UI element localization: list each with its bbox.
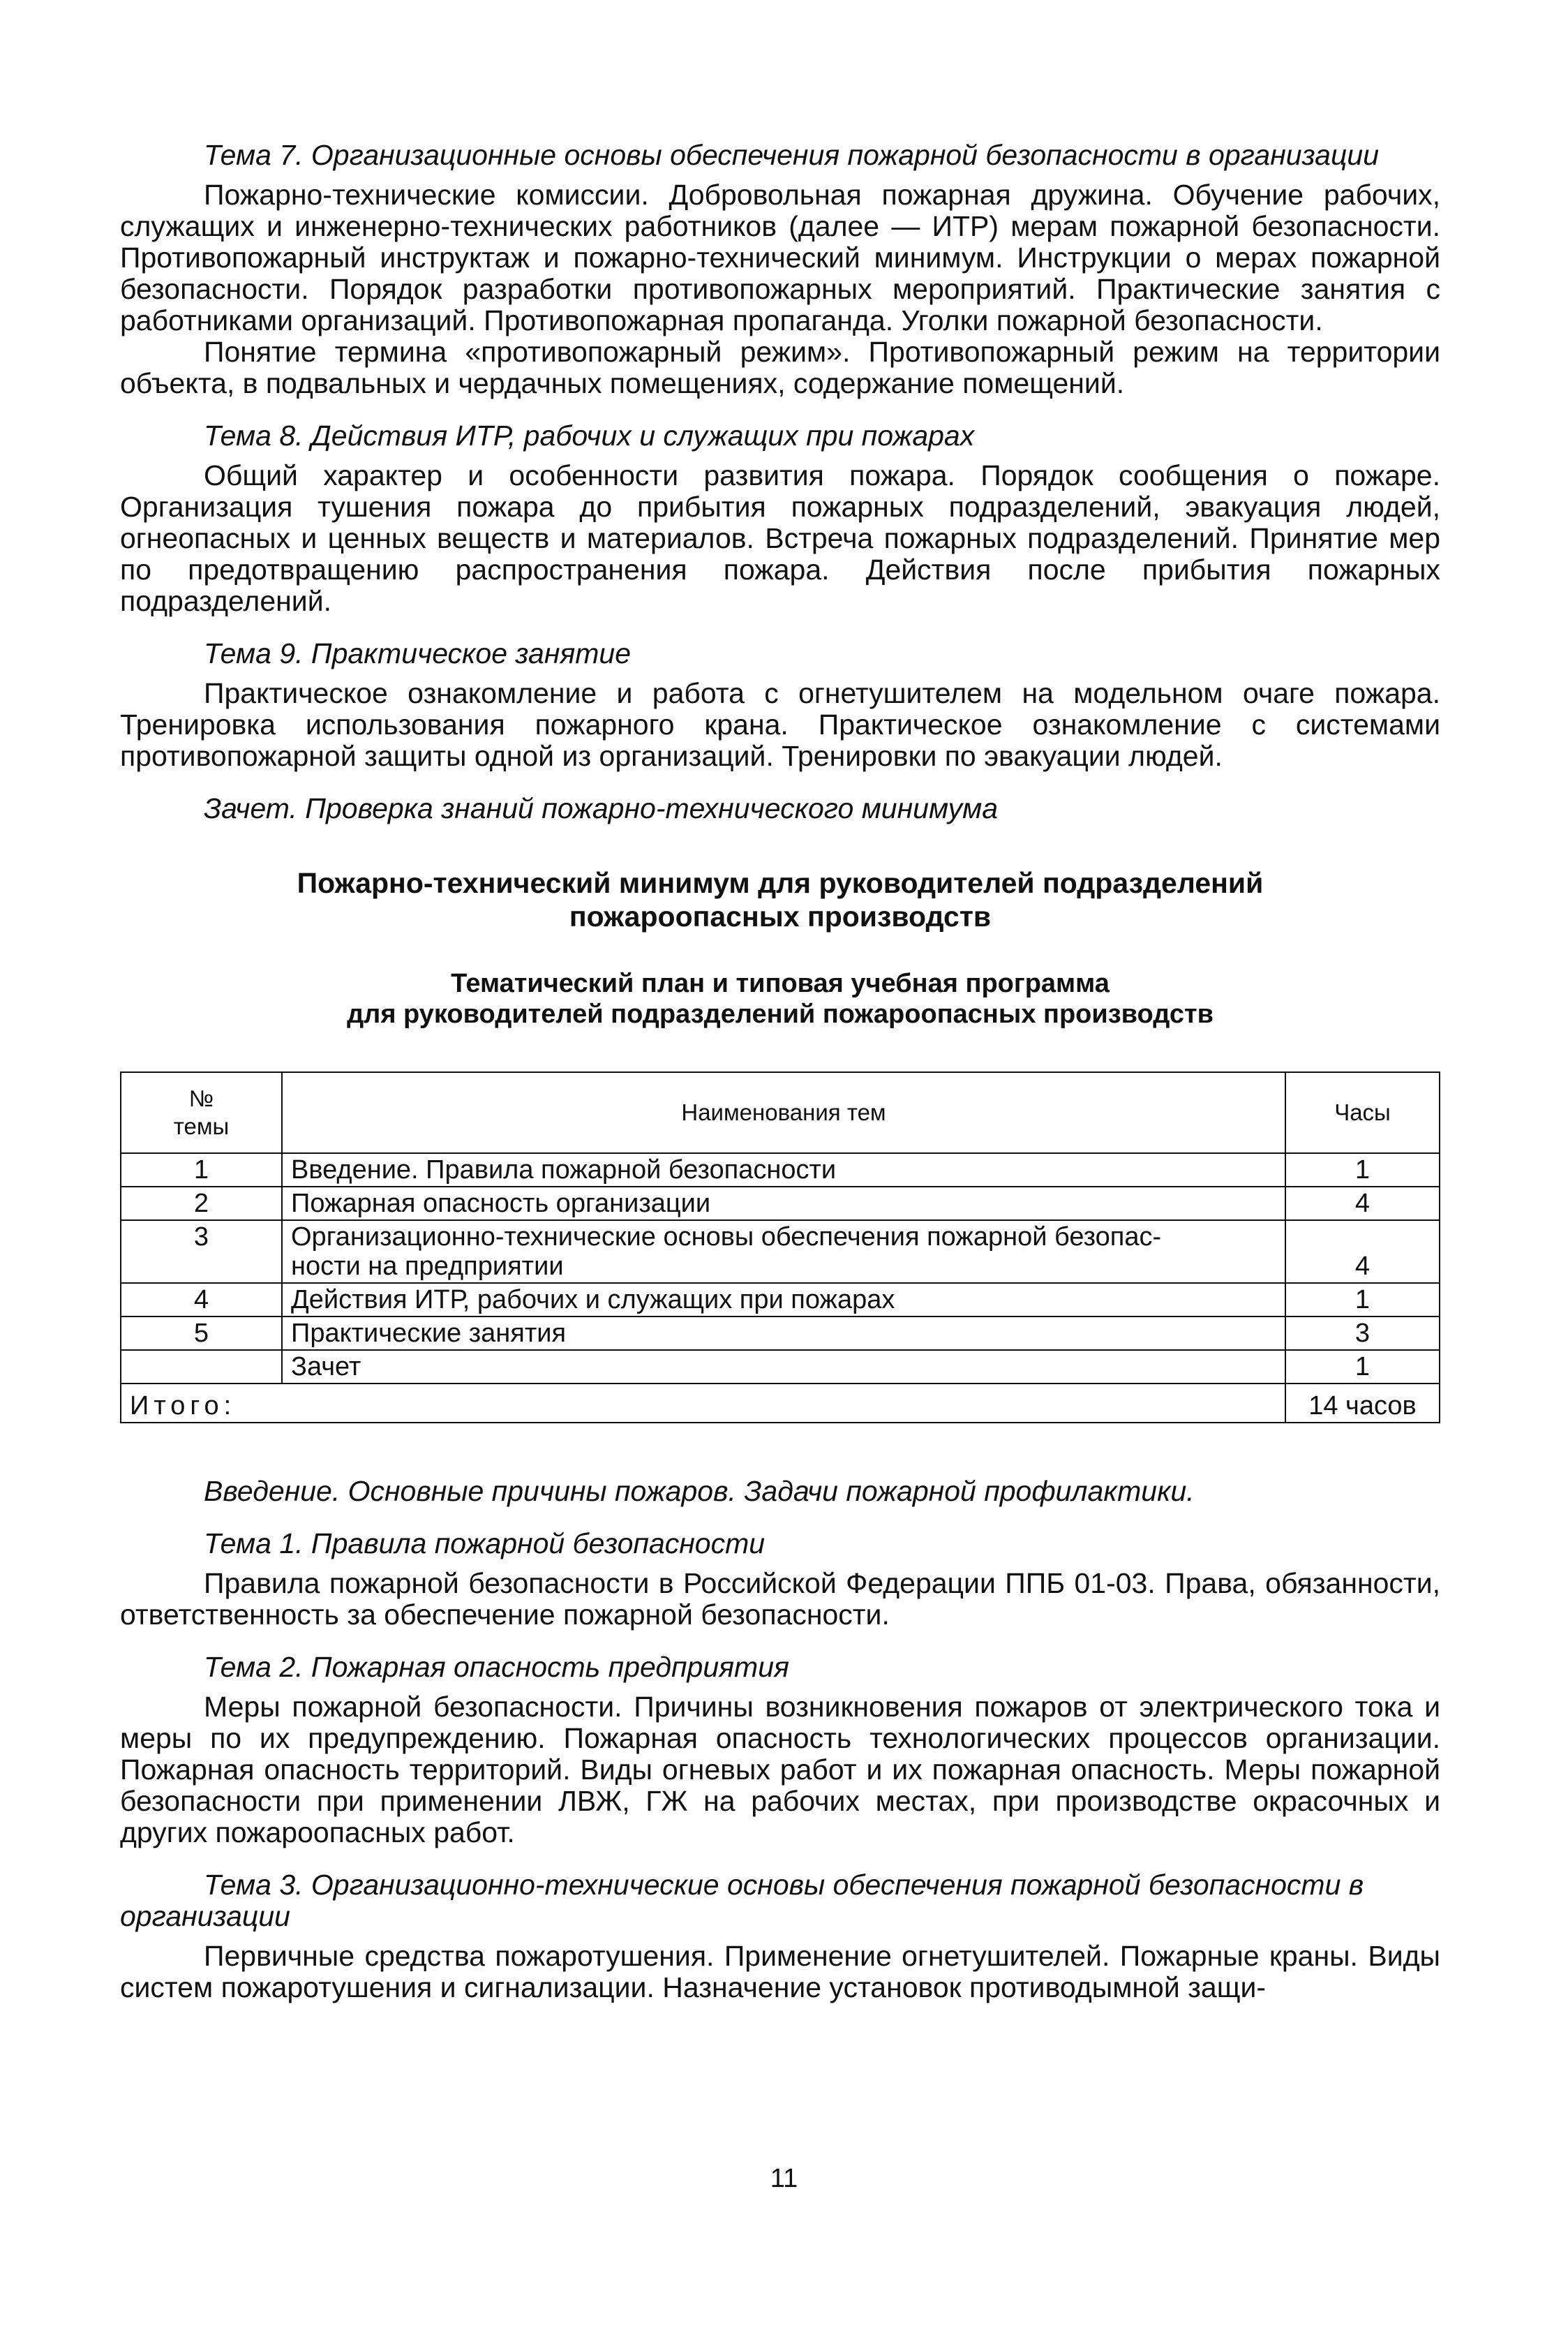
row-topic-name: Введение. Правила пожарной безопасности — [282, 1153, 1285, 1187]
table-row — [121, 1220, 1440, 1283]
row-number: 4 — [121, 1283, 282, 1317]
header-topic-number — [121, 1072, 282, 1153]
topic-8-paragraph: Общий характер и особенности развития пожара. Порядок сообщения о пожаре. Организация тушения пожара до прибытия пожарных подразделений, эвакуация людей, огнеопасных и ценных веществ и материалов. Встреча пожарных подразделений. Принятие мер по предотвращению распространения пожара. Действия после прибытия пожарных подразделений. — [120, 459, 1440, 617]
thematic-plan-table — [120, 1071, 1440, 1423]
topic-3-paragraph: Первичные средства пожаротушения. Применение огнетушителей. Пожарные краны. Виды систем пожаротушения и сигнализации. Назначение установок противодымной защи- — [120, 1940, 1440, 2003]
header-hours: Часы — [1285, 1072, 1440, 1153]
page-number: 11 — [770, 2164, 798, 2193]
topic-7-heading: Тема 7. Организационные основы обеспечения пожарной безопасности в организации — [204, 139, 1380, 171]
row-hours: 3 — [1285, 1317, 1440, 1350]
header-number-sign: № — [188, 1085, 214, 1111]
row-number: 1 — [121, 1153, 282, 1187]
table-header-row — [121, 1072, 1440, 1153]
row-topic-name-line-1: Организационно-технические основы обеспечения пожарной безопас- — [291, 1222, 1162, 1252]
row-topic-name: Действия ИТР, рабочих и служащих при пожарах — [282, 1283, 1285, 1317]
row-number: 2 — [121, 1187, 282, 1220]
header-topic-word: темы — [173, 1113, 230, 1139]
table-row — [121, 1153, 1440, 1187]
row-topic-name: Зачет — [282, 1350, 1285, 1384]
introduction-heading: Введение. Основные причины пожаров. Задачи пожарной профилактики. — [204, 1475, 1195, 1507]
table-title-line-1: Тематический план и типовая учебная программа — [451, 969, 1110, 998]
topic-1-paragraph: Правила пожарной безопасности в Российской Федерации ППБ 01-03. Права, обязанности, ответственность за обеспечение пожарной безопасности. — [120, 1567, 1440, 1631]
topic-7-paragraph-2: Понятие термина «противопожарный режим». Противопожарный режим на территории объекта, в подвальных и чердачных помещениях, содержание помещений. — [120, 336, 1440, 399]
table-title-line-2: для руководителей подразделений пожароопасных производств — [347, 1000, 1214, 1029]
section-title-line-1: Пожарно-технический минимум для руководителей подразделений — [297, 867, 1264, 899]
row-hours: 1 — [1285, 1350, 1440, 1384]
row-topic-name — [282, 1220, 1285, 1283]
topic-9-heading: Тема 9. Практическое занятие — [204, 637, 632, 669]
table-row — [121, 1317, 1440, 1350]
topic-8-heading: Тема 8. Действия ИТР, рабочих и служащих при пожарах — [204, 420, 975, 452]
row-hours: 4 — [1285, 1187, 1440, 1220]
total-label: Итого: — [121, 1384, 1285, 1423]
topic-1-heading: Тема 1. Правила пожарной безопасности — [204, 1527, 766, 1559]
table-row — [121, 1350, 1440, 1384]
table-row — [121, 1283, 1440, 1317]
topic-2-paragraph: Меры пожарной безопасности. Причины возникновения пожаров от электрического тока и меры по их предупреждению. Пожарная опасность технологических процессов организации. Пожарная опасность территорий. Виды огневых работ и их пожарная опасность. Меры пожарной безопасности при применении ЛВЖ, ГЖ на рабочих местах, при производстве окрасочных и других пожароопасных работ. — [120, 1691, 1440, 1848]
topic-3-heading-line-1: Тема 3. Организационно-технические основы обеспечения пожарной безопасности в — [204, 1869, 1364, 1901]
row-number — [121, 1350, 282, 1384]
table-row — [121, 1187, 1440, 1220]
row-topic-name: Пожарная опасность организации — [282, 1187, 1285, 1220]
document-page — [120, 140, 1440, 2003]
row-hours: 1 — [1285, 1283, 1440, 1317]
row-hours: 1 — [1285, 1153, 1440, 1187]
topic-9-paragraph: Практическое ознакомление и работа с огнетушителем на модельном очаге пожара. Тренировка использования пожарного крана. Практическое ознакомление с системами противопожарной защиты одной из организаций. Тренировки по эвакуации людей. — [120, 677, 1440, 772]
total-hours: 14 часов — [1285, 1384, 1440, 1423]
row-number: 3 — [121, 1220, 282, 1283]
row-topic-name: Практические занятия — [282, 1317, 1285, 1350]
row-number: 5 — [121, 1317, 282, 1350]
topic-2-heading: Тема 2. Пожарная опасность предприятия — [204, 1651, 789, 1683]
topic-7-paragraph-1: Пожарно-технические комиссии. Добровольная пожарная дружина. Обучение рабочих, служащих и инженерно-технических работников (далее — ИТР) мерам пожарной безопасности. Противопожарный инструктаж и пожарно-технический минимум. Инструкции о мерах пожарной безопасности. Порядок разработки противопожарных мероприятий. Практические занятия с работниками организаций. Противопожарная пропаганда. Уголки пожарной безопасности. — [120, 179, 1440, 336]
header-topic-names: Наименования тем — [282, 1072, 1285, 1153]
table-total-row — [121, 1384, 1440, 1423]
section-title-line-2: пожароопасных производств — [569, 900, 992, 933]
zachet-heading: Зачет. Проверка знаний пожарно-технического минимума — [204, 792, 999, 824]
row-topic-name-line-2: ности на предприятии — [291, 1252, 564, 1281]
row-hours: 4 — [1285, 1220, 1440, 1283]
topic-3-heading-line-2: организации — [120, 1900, 290, 1932]
